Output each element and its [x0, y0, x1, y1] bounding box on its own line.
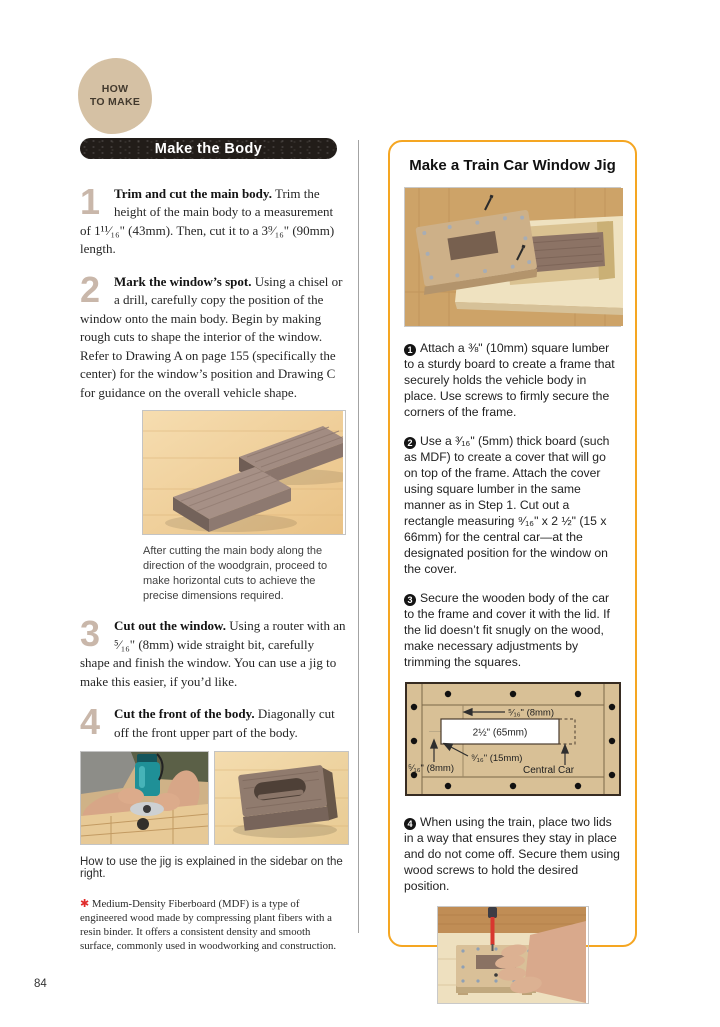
step-3: [80, 613, 346, 691]
sidebar-title: Make a Train Car Window Jig: [409, 157, 616, 174]
sidebar-train-car-jig: [388, 140, 637, 947]
step-1-body: Trim the height of the main body to a measurement of 1¹¹⁄₁₆" (43mm). Then, cut it to a 3⁹⁄₁₆" (90mm) length.: [80, 186, 335, 257]
step-4-text: [80, 701, 346, 743]
step-4-circle-badge: 4: [404, 818, 416, 830]
step-4: [80, 701, 346, 743]
photo-wood-blocks: [142, 410, 346, 535]
diagram-label-top-offset: ⁵⁄₁₆" (8mm): [507, 707, 554, 719]
wood-blocks-illustration: [143, 411, 343, 534]
diagram-label-width: 2½" (65mm): [472, 727, 527, 739]
step-1: [80, 181, 346, 259]
sidebar-step-1: [404, 340, 621, 420]
diagram-label-height: ⁹⁄₁₆" (15mm): [470, 753, 522, 764]
step-2-title: Mark the window’s spot.: [114, 273, 252, 289]
jig-note: How to use the jig is explained in the sidebar on the right.: [80, 856, 343, 881]
step-4-number: 4: [80, 701, 101, 743]
footnote-asterisk: ✱: [80, 898, 90, 911]
photo-caption: After cutting the main body along the direction of the woodgrain, proceed to make horizontal cuts to achieve the precise dimensions required.: [143, 544, 328, 602]
sidebar-step-2: [404, 433, 621, 577]
section-header-bar: [80, 138, 337, 159]
jig-overview-illustration: [405, 188, 623, 326]
diagram-label-left-offset: ⁵⁄₁₆" (8mm): [407, 763, 454, 774]
screwdriver-illustration: [438, 907, 586, 1003]
jig-diagram-illustration: [405, 682, 621, 796]
step-1-text: [80, 181, 346, 259]
step-4-body: Diagonally cut off the front upper part of the body.: [114, 706, 335, 740]
step-3-title: Cut out the window.: [114, 618, 226, 634]
step-2-circle-badge: 2: [404, 437, 416, 449]
step-4-title: Cut the front of the body.: [114, 706, 255, 722]
step-1-title: Trim and cut the main body.: [114, 186, 272, 201]
step-1-number: 1: [80, 181, 101, 222]
step-1-circle-badge: 1: [404, 344, 416, 356]
step-3-number: 3: [80, 613, 101, 655]
router-photo-illustration: [81, 752, 208, 844]
sidebar-step-4: [404, 814, 621, 894]
step-3-circle-badge: 3: [404, 594, 416, 606]
window-block-illustration: [215, 752, 348, 844]
photo-jig-overview: [404, 187, 621, 327]
badge-line2: TO MAKE: [89, 96, 141, 108]
photo-screwdriver: [437, 906, 589, 1004]
sidebar-step-1-text: Attach a ⅜" (10mm) square lumber to a sturdy board to create a frame that securely holds the vehicle body in place. Use screws to firmly secure the corners of the frame.: [404, 341, 615, 419]
page-number: 84: [34, 978, 47, 990]
sidebar-step-3-text: Secure the wooden body of the car to the frame and cover it with the lid. If the lid doesn’t fit snugly on the wood, make necessary adjustments by trimming the squares.: [404, 591, 610, 669]
badge-line1: HOW: [101, 82, 129, 95]
column-divider: [358, 140, 359, 933]
diagram-label-central-car: Central Car: [522, 765, 574, 776]
step-3-text: [80, 613, 346, 691]
sidebar-step-3: [404, 590, 621, 670]
footnote: [80, 897, 346, 953]
footnote-text: Medium-Density Fiberboard (MDF) is a type of engineered wood made by compressing plant fibers with a resin binder. It offers a consistent density and smooth surface, commonly used in woodworking and construction.: [80, 898, 337, 953]
step-2-text: [80, 268, 346, 402]
step-2-body: Using a chisel or a drill, carefully copy the position of the window onto the main body. Begin by making rough cuts to shape the interior of the window. Refer to Drawing A on page 155 (specifically the center) for the window’s position and Drawing C for guidance on the overall vehicle shape.: [80, 273, 343, 400]
sidebar-step-2-text: Use a ³⁄₁₆" (5mm) thick board (such as MDF) to create a cover that will go on top of the frame. Attach the cover using square lumber in the same manner as in Step 1. Cut out a rectangle measuring ⁹⁄₁₆" x 2 ½" (15 x 66mm) for the central car—at the designated position for the window on the cover.: [404, 434, 610, 576]
step-3-body: Using a router with an ⁵⁄₁₆" (8mm) wide straight bit, carefully shape and finish the window. You can use a jig to make this easier, if you’d like.: [80, 618, 346, 689]
left-column: [80, 138, 346, 964]
sidebar-step-4-text: When using the train, place two lids in a way that ensures they stay in place and do not come off. Secure them using wood screws to hold the desired position.: [404, 815, 620, 893]
photo-router: [80, 751, 209, 845]
photo-row: [80, 751, 346, 845]
jig-measurement-diagram: [405, 682, 621, 801]
section-title: Make the Body: [154, 140, 263, 157]
step-2-number: 2: [80, 268, 101, 310]
how-to-make-badge: [78, 58, 152, 134]
step-2: [80, 268, 346, 402]
photo-window-block: [214, 751, 349, 845]
